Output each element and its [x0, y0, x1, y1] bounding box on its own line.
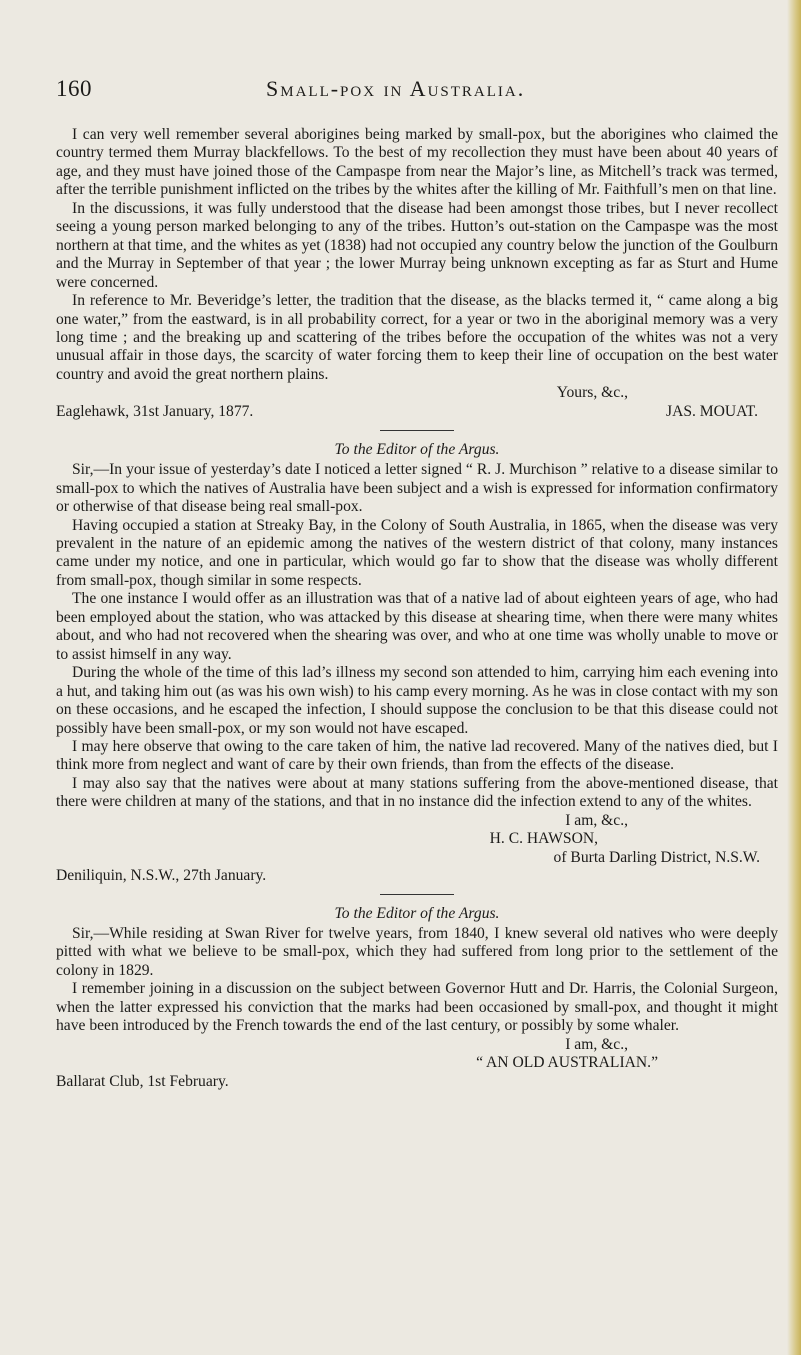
paragraph: During the whole of the time of this lad’s illness my second son attended to him, carrying him each evening into a hut, and taking him out (as was his own wish) to his camp every morning. As he was in close contact with my son on these occasions, and he escaped the infection, I should suppose the conclusion to be that this disease could not possibly have been small-pox, or my son would not have escaped.: [56, 664, 778, 737]
paragraph: I remember joining in a discussion on the subject between Governor Hutt and Dr. Harris, the Colonial Surgeon, when the latter expressed his conviction that the marks had been occasioned by small-pox, and thought it might have been introduced by the French towards the end of the last century, or possibly by some whaler.: [56, 980, 778, 1035]
paragraph: In reference to Mr. Beveridge’s letter, the tradition that the disease, as the blacks termed it, “ came along a big one water,” from the eastward, is in all probability correct, for a year or two in the aboriginal memory was a very long time ; and the breaking up and scattering of the tribes before the occupation of the whites was not a very unusual affair in those days, the scarcity of water forcing them to keep their line of occupation on the best water country and avoid the great northern plains.: [56, 292, 778, 383]
paragraph: I can very well remember several aborigines being marked by small-pox, but the aborigines who claimed the country termed them Murray blackfellows. To the best of my recollection they must have been about 40 years of age, and they must have joined those of the Campaspe from near the Major’s line, as Mitchell’s track was termed, after the terrible punishment inflicted on the tribes by the whites after the killing of Mr. Faithfull’s men on that line.: [56, 126, 778, 199]
letter-signature: H. C. HAWSON,: [489, 830, 598, 848]
letter-place-date: Eaglehawk, 31st January, 1877.: [56, 403, 254, 421]
letter-closing: I am, &c.,: [565, 811, 628, 829]
paragraph: In the discussions, it was fully understood that the disease had been amongst those tribes, but I never recollect seeing a young person marked belonging to any of the tribes. Hutton’s out-station on the Campaspe was the most northern at that time, and the whites as yet (1838) had not occupied any country below the junction of the Goulburn and the Murray in September of that year ; the lower Murray being unknown excepting as far as Sturt and Hume were concerned.: [56, 199, 778, 291]
paragraph: Sir,—While residing at Swan River for twelve years, from 1840, I knew several old natives who were deeply pitted with what we believe to be small-pox, which they had suffered from long prior to the settlement of the colony in 1829.: [56, 925, 778, 979]
letter-mouat: [56, 126, 778, 422]
page-edge: [787, 0, 801, 1355]
letter-old-australian: [56, 905, 778, 1092]
letter-signature: JAS. MOUAT.: [666, 402, 758, 420]
section-divider: [380, 430, 454, 431]
letter-signature: “ AN OLD AUSTRALIAN.”: [476, 1054, 658, 1072]
paragraph: Having occupied a station at Streaky Bay, in the Colony of South Australia, in 1865, when the disease was very prevalent in the nature of an epidemic among the natives of the western district of that colony, many instances came under my notice, and one in particular, which would go far to show that the disease was wholly different from small-pox, though similar in some respects.: [56, 516, 778, 589]
section-divider: [380, 894, 454, 895]
letter-heading: To the Editor of the Argus.: [334, 440, 500, 458]
letter-heading: To the Editor of the Argus.: [334, 904, 500, 922]
letter-place-date: Deniliquin, N.S.W., 27th January.: [56, 867, 267, 885]
paragraph: Sir,—In your issue of yesterday’s date I noticed a letter signed “ R. J. Murchison ” relative to a disease similar to small-pox to which the natives of Australia have been subject and a wish is expressed for information confirmatory or otherwise of that disease being real small-pox.: [56, 461, 778, 516]
page-number: 160: [56, 76, 92, 101]
letter-place-date: Ballarat Club, 1st February.: [56, 1072, 229, 1090]
page-body: [56, 126, 778, 1091]
paragraph: I may here observe that owing to the care taken of him, the native lad recovered. Many of the natives died, but I think more from neglect and want of care by their own friends, than from the effects of the disease.: [56, 737, 778, 774]
letter-hawson: [56, 441, 778, 886]
letter-closing: I am, &c.,: [565, 1035, 628, 1053]
letter-closing: Yours, &c.,: [556, 384, 628, 402]
running-head: Small-pox in Australia.: [266, 76, 526, 101]
paragraph: The one instance I would offer as an illustration was that of a native lad of about eighteen years of age, who had been employed about the station, who was attacked by this disease at shearing time, when there were many whites about, and who had not recovered when the shearing was over, and who at one time was wholly unable to move or to assist himself in any way.: [56, 590, 778, 663]
paragraph: I may also say that the natives were about at many stations suffering from the above-mentioned disease, that there were children at many of the stations, and that in no instance did the infection extend to any of the whites.: [56, 774, 778, 811]
page-header: [56, 76, 778, 106]
letter-signature-line2: of Burta Darling District, N.S.W.: [553, 848, 760, 866]
